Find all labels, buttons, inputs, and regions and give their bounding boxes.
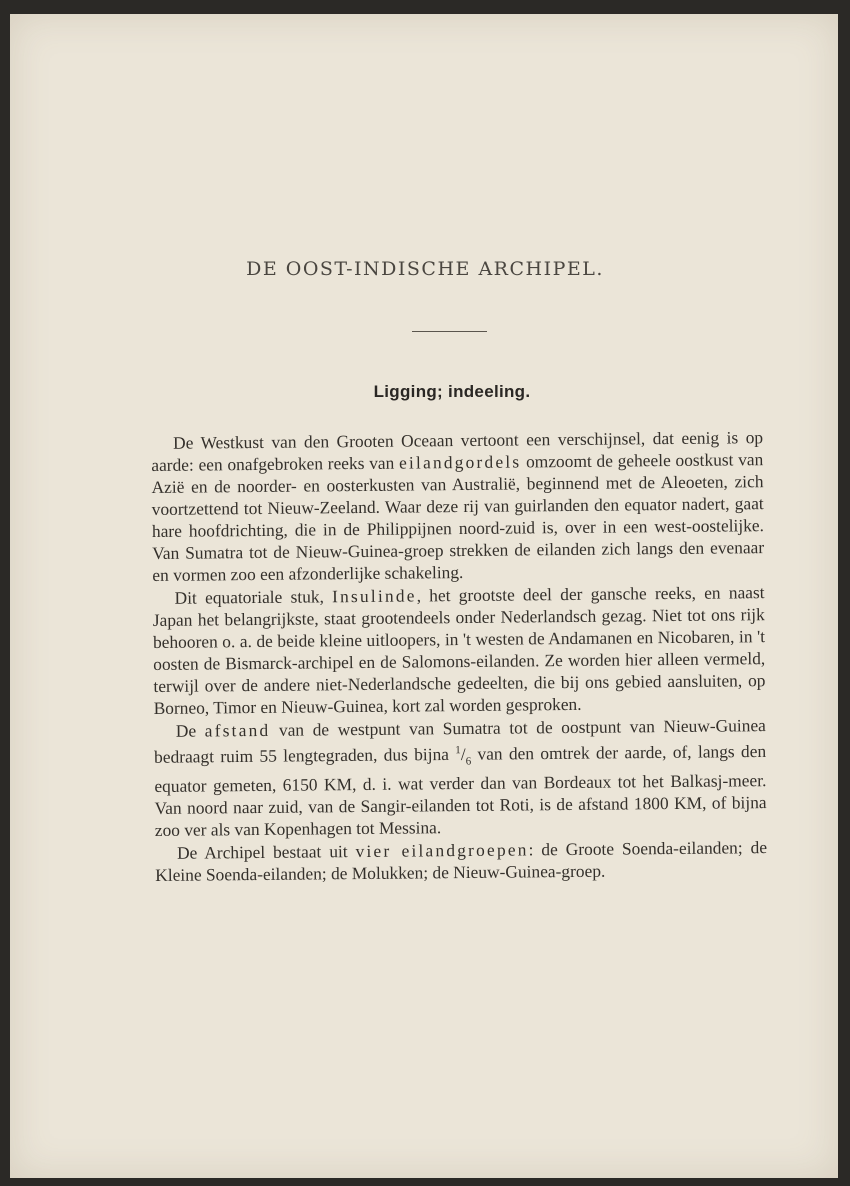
page-title: DE OOST-INDISCHE ARCHIPEL. bbox=[246, 258, 604, 280]
paragraph-3: De afstand van de westpunt van Sumatra tot de oostpunt van Nieuw-Guinea bedraagt ruim 55 lengtegraden, dus bijna $^1/_6$ van den omtrek der aarde, of, langs den equator gemeten, 6150 KM, d. i. wat verder dan van Bordeaux tot het Balkasj-meer. Van noord naar zuid, van de Sangir-eilanden tot Roti, is de afstand 1800 KM, of bijna zoo ver als van Kopenhagen tot Messina. bbox=[154, 715, 767, 841]
fraction-one-sixth: $^1/_6$ bbox=[455, 743, 472, 768]
paragraph-2: Dit equatoriale stuk, Insulinde, het grootste deel der gansche reeks, en naast Japan het belangrijkste, staat grootendeels onder Nederlandsch gezag. Niet tot ons rijk behooren o. a. de beide kleine uitloopers, in 't westen de Andamanen en Nicobaren, in 't oosten de Bismarck-archipel en de Salomons-eilanden. Ze worden hier alleen vermeld, terwijl over de andere niet-Nederlandsche gedeelten, die bij ons gebied aansluiten, op Borneo, Timor en Nieuw-Guinea, kort zal worden gesproken. bbox=[152, 582, 766, 718]
paragraph-1: De Westkust van den Grooten Oceaan vertoont een verschijnsel, dat eenig is op aarde: een onafgebroken reeks van eilandgordels omzoomt de geheele oostkust van Azië en de noorder- en oosterkusten van Australië, beginnend met de Aleoeten, zich voortzettend tot Nieuw-Zeeland. Waar deze rij van guirlanden den equator nadert, gaat hare hoofdrichting, die in de Philippijnen noord-zuid is, over in een west-oostelijke. Van Sumatra tot de Nieuw-Guinea-groep strekken de eilanden zich langs den evenaar en vormen zoo een afzonderlijke schakeling. bbox=[151, 427, 765, 585]
emphasis-eilandgordels: eilandgordels bbox=[398, 451, 522, 473]
emphasis-vier-eilandgroepen: vier eilandgroepen bbox=[355, 839, 529, 862]
emphasis-afstand: afstand bbox=[204, 719, 271, 741]
paragraph-4: De Archipel bestaat uit vier eilandgroepen: de Groote Soenda-eilanden; de Kleine Soenda-eilanden; de Molukken; de Nieuw-Guinea-groep. bbox=[155, 837, 768, 886]
body-text bbox=[151, 426, 767, 886]
title-divider bbox=[412, 331, 487, 332]
section-heading: Ligging; indeeling. bbox=[373, 382, 531, 401]
emphasis-insulinde: Insulinde bbox=[332, 585, 417, 607]
